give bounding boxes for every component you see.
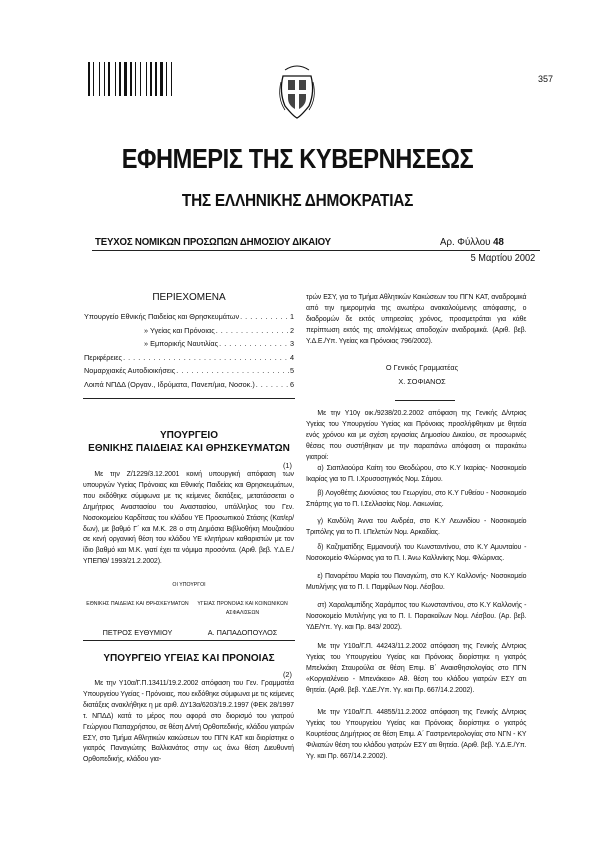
sig-left-role: ΕΘΝΙΚΗΣ ΠΑΙΔΕΙΑΣ ΚΑΙ ΘΡΗΣΚΕΥΜΑΤΩΝ xyxy=(86,601,189,607)
sig-right-role: ΥΓΕΙΑΣ ΠΡΟΝΟΙΑΣ ΚΑΙ ΚΟΙΝΩΝΙΚΩΝ ΑΣΦΑΛΙΣΕΩΝ xyxy=(197,601,288,616)
toc-item: Νομαρχιακές Αυτοδιοικήσεις . . . 5 xyxy=(84,364,294,378)
appointment-paragraph: Με την Υ10α/Γ.Π. 44243/11.2.2002 απόφαση της Γενικής Δ/ντριας Υγείας του Υπουργείου Υγείας και Πρόνοιας διορίστηκε η γιατρός Μπελκάκη Σταυρούλα σε θέση Επιμ. Β΄ Αναισθησιολογίας στο ΠΓΝ «Κοργιαλένειο - Μπενάκειο» Αθ. θέση του κλάδου γιατρών ΕΣΥ ατι θητεία. (Αριθ. βεβ. Υ.ΔΕ./Υπ. Υγ. και Πρ. 667/14.2.2002). xyxy=(306,641,527,694)
toc-item: Περιφέρειες . . . 4 xyxy=(84,351,294,365)
sheet-label: Αρ. Φύλλου xyxy=(440,236,491,248)
greek-coat-of-arms-icon xyxy=(275,62,319,120)
toc-divider xyxy=(83,398,295,399)
section2-number: (2) xyxy=(283,670,292,679)
section1-title-line2: ΕΘΝΙΚΗΣ ΠΑΙΔΕΙΑΣ ΚΑΙ ΘΡΗΣΚΕΥΜΑΤΩΝ xyxy=(88,443,290,454)
appointment-item: ε) Παναρέτου Μαρία του Παναγιώτη, στο Κ.Υ Καλλονής- Νοσοκομείο Μυτιλήνης για το Π. Ι. Παμφίλων Νομ. Λέσβου. xyxy=(306,571,527,591)
toc-item: Λοιπά ΝΠΔΔ (Οργαν., Ιδρύματα, Πανεπ/μια, Νοσοκ.) . . . 6 xyxy=(84,378,294,392)
sheet-number-value: 48 xyxy=(493,236,504,248)
toc-item: Υπουργείο Εθνικής Παιδείας και Θρησκευμάτων . . . 1 xyxy=(84,310,294,324)
toc-item: » Εμπορικής Ναυτιλίας . . . 3 xyxy=(84,337,294,351)
gazette-title: ΕΦΗΜΕΡΙΣ ΤΗΣ ΚΥΒΕΡΝΗΣΕΩΣ xyxy=(121,143,474,174)
sheet-number xyxy=(440,236,504,248)
issue-date: 5 Μαρτίου 2002 xyxy=(470,253,535,264)
table-of-contents xyxy=(84,310,294,391)
general-secretary-name: Χ. ΣΟΦΙΑΝΟΣ xyxy=(398,377,446,386)
sig-right-name: Α. ΠΑΠΑΔΟΠΟΥΛΟΣ xyxy=(207,628,278,637)
appointment-paragraph: Με την Υ10α/Γ.Π. 44855/11.2.2002 απόφαση της Γενικής Δ/ντριας Υγείας του Υπουργείου Υγείας και Πρόνοιας διορίστηκε ο γιατρός Κουρτέσας Δημήτριος σε θέση Επιμ. Α΄ Γαστρεντερολογίας στο ΝΓΝ - ΚΥ Φιλιατών θέση του κλάδου γιατρών ΕΣΥ ατι θητεία. (Αριθ. βεβ. Υ.Δ.Ε./Υπ. Υγ. και Πρ. 667/14.2.2002). xyxy=(306,707,527,760)
page-number: 357 xyxy=(537,74,553,84)
appointment-item: β) Λογοθέτης Διονύσιος του Γεωργίου, στο Κ.Υ Γυθείου - Νοσοκομείο Σπάρτης για το Π. Ι.Σελλασίας Νομ. Λακωνίας. xyxy=(306,488,527,508)
general-secretary-title: Ο Γενικός Γραμματέας xyxy=(385,363,459,372)
section1-text: Με την Ζ/1229/3.12.2001 κοινή υπουργική απόφαση των υπουργών Υγείας Πρόνοιας και Εθνικής Παιδείας και Θρησκευμάτων, που εκδόθηκε σύμφωνα με τις κείμενες διατάξεις, μετατάσσεται ο Δημήτριος Αναστασίου του Αναστασίου, υπάλληλος του Γεν. Νοσοκομείου Καρδίτσας του κλάδου ΥΕ Προσωπικού Στάσης (Κατ/ερ/δων), με βαθμό Γ΄ και Μ.Κ. 28 ο στη Δημόσια Βιβλιοθήκη Μουζακίου σε κενή οργανική θέση του κλάδου ΥΕ κλητήρων καθαριστών με τον ίδιο βαθμό και Μ.Κ. γιατί έχει τα νόμιμα προσόντα. (Αριθ. βεβ. Υ.Δ.Ε./ΥΠΕΠΘ/ 1993/21.2.2002). xyxy=(83,469,294,566)
issue-series: ΤΕΥΧΟΣ ΝΟΜΙΚΩΝ ΠΡΟΣΩΠΩΝ ΔΗΜΟΣΙΟΥ ΔΙΚΑΙΟΥ xyxy=(95,236,331,248)
section1-number: (1) xyxy=(283,461,292,470)
sig-left-name: ΠΕΤΡΟΣ ΕΥΘΥΜΙΟΥ xyxy=(102,628,173,637)
toc-item: » Υγείας και Πρόνοιας . . . 2 xyxy=(84,324,294,338)
barcode xyxy=(88,62,174,96)
section-divider xyxy=(83,640,295,641)
appointment-item: α) Σιαπλαούρα Καίτη του Θεοδώρου, στο Κ.Υ Ικαρίας- Νοσοκομείο Ικαρίας για το Π. Ι.Χρυσοσηγικός Νομ. Σάμου. xyxy=(306,463,527,483)
appointment-item: στ) Χαραλαμπίδης Χαράμπος του Κωνσταντίνου, στο Κ.Υ Καλλονής - Νοσοκομείο Μυτιλήνης για το Π. Ι. Παρακοίλων Νομ. Λέσβου. (Αρ. βεβ. ΥΔΕ/Υπ. Υγ. και Πρ. 843/ 2002). xyxy=(306,600,527,631)
appointment-item: γ) Κανδύλη Άννα του Ανδρέα, στο Κ.Υ Λεωνιδίου - Νοσοκομείο Τριπόλης για το Π. Ι.Πελετών Νομ. Αρκαδίας. xyxy=(306,516,527,536)
short-divider xyxy=(395,400,455,401)
appointment-intro: Με την Υ10γ οικ./9238/20.2.2002 απόφαση της Γενικής Δ/ντριας Υγείας του Υπουργείου Υγείας και Πρόνοιας προσλήφθηκαν με θητεία ενός χρόνου και με σχέση εργασίας Δημοσίου Δικαίου, σε προσωρινές θέσεις που συστήθηκαν με την παραπάνω απόφαση οι παρακάτω γιατροί: xyxy=(306,408,527,461)
section2-text: Με την Υ10α/Γ.Π.13411/19.2.2002 απόφαση του Γεν. Γραμματέα Υπουργείου Υγείας - Πρόνοιας, που εκδόθηκε σύμφωνα με τις κείμενες διατάξεις ανακλήθηκε η με αριθ. ΔΥ13α/6203/19.2.1997 (ΦΕΚ 28/1997 τ. ΝΠΔΔ) κατά το μέρος που αφορά στο διορισμό του γιατρού Γεώργιου Παπαχρήστου, σε θέση Δ/ντή Ορθοπεδικής, κλάδου γιατρών ΕΣΥ, στο Τμήμα Αθλητικών κακώσεων του ΠΓΝ ΚΑΤ και διορίστηκε ο γιατρός Παναγιώτης Βαλλιανάτος στην ως άνω θέση Διευθυντή Ορθοπεδικής, κλάδου για- xyxy=(83,678,294,764)
header-rule xyxy=(92,250,540,251)
right-continuation-text: τρών ΕΣΥ, για το Τμήμα Αθλητικών Κακώσεων του ΠΓΝ ΚΑΤ, αναδρομικά από την ημερομηνία της ανωτέρω ανακαλούμενης απόφασης, ο διαδρομών δε εκτός υπηρεσίας χρόνος, προσμετράται για κάθε περίπτωση εκτός της απολήψεως αποδοχών αναδρομικά. (Αριθ. βεβ. Υ.Δ.Ε./Υπ. Υγείας και Πρόνοιας 796/2002). xyxy=(306,292,527,345)
toc-title: ΠΕΡΙΕΧΟΜΕΝΑ xyxy=(152,292,226,303)
signature-block xyxy=(85,600,295,638)
section1-title-line1: ΥΠΟΥΡΓΕΙΟ xyxy=(160,430,218,441)
section2-title: ΥΠΟΥΡΓΕΙΟ ΥΓΕΙΑΣ ΚΑΙ ΠΡΟΝΟΙΑΣ xyxy=(103,653,275,664)
signature-header: ΟΙ ΥΠΟΥΡΓΟΙ xyxy=(172,582,206,588)
appointment-item: δ) Καζηματίδης Εμμανουήλ του Κωνσταντίνου, στο Κ.Υ Αμυνταίου - Νοσοκομείο Φλώρινας για το Π. Ι. Άνω Καλλινίκης Νομ. Φλώρινας. xyxy=(306,542,527,562)
gazette-subtitle: ΤΗΣ ΕΛΛΗΝΙΚΗΣ ΔΗΜΟΚΡΑΤΙΑΣ xyxy=(181,190,414,210)
